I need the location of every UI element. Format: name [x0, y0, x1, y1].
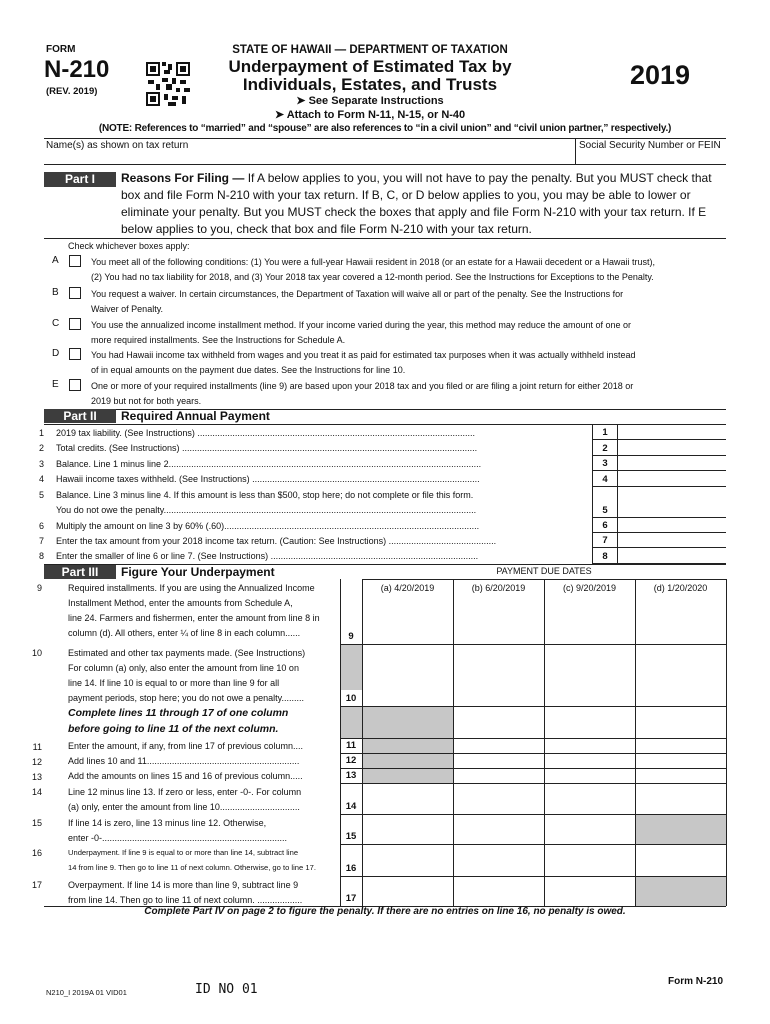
part3-line15-text-2: enter -0-.......................................................................... [68, 833, 288, 843]
part3-line16-number: 16 [31, 848, 42, 858]
attach-instructions: ➤ Attach to Form N-11, N-15, or N-40 [274, 109, 466, 121]
part2-line-4-text: Hawaii income taxes withheld. (See Instructions) ........................................................................................... [56, 474, 480, 484]
reason-d-line2: of in equal amounts on the payment due dates. See the Instructions for line 10. [91, 365, 406, 375]
column-header-d: (d) 1/20/2020 [653, 583, 708, 593]
part2-line-2-box: 2 [602, 443, 608, 454]
part3-line17-col-c-field[interactable] [545, 877, 634, 905]
part3-line10-text-3: line 14. If line 10 is equal to or more than line 9 for all [68, 678, 280, 688]
part3-line9-number: 9 [36, 583, 42, 593]
reason-c-line2: more required installments. See the Instructions for Schedule A. [91, 335, 346, 345]
complete-note-line1: Complete lines 11 through 17 of one column [68, 707, 289, 719]
part3-line15-box: 15 [345, 831, 357, 842]
reason-b-line2: Waiver of Penalty. [91, 304, 164, 314]
checkbox-letter-d: D [52, 348, 60, 359]
checkbox-b[interactable] [69, 287, 81, 299]
part2-line-5-number: 5 [38, 490, 44, 500]
part3-line17-text-1: Overpayment. If line 14 is more than line 9, subtract line 9 [68, 880, 299, 890]
part3-line9-text-1: Required installments. If you are using the Annualized Income [68, 583, 315, 593]
part3-line12-col-a-field[interactable] [363, 754, 452, 767]
checkbox-d[interactable] [69, 348, 81, 360]
part3-line13-number: 13 [31, 772, 42, 782]
part2-line-7-amount-field[interactable] [618, 533, 726, 547]
id-number: ID NO 01 [195, 982, 258, 997]
name-field[interactable] [46, 140, 571, 164]
part3-line16-text-2: 14 from line 9. Then go to line 11 of next column. Otherwise, go to line 17. [68, 863, 316, 872]
form-label: FORM [46, 44, 76, 55]
part3-line17-col-d-field[interactable] [636, 877, 725, 905]
part2-line-1-number: 1 [38, 428, 44, 438]
part2-line-3-number: 3 [38, 459, 44, 469]
form-revision: (REV. 2019) [46, 86, 98, 97]
part3-line9-col-d-field[interactable] [636, 580, 725, 643]
form-code: N210_I 2019A 01 VID01 [46, 988, 127, 997]
part3-line11-col-d-field[interactable] [636, 739, 725, 752]
part4-note: Complete Part IV on page 2 to figure the penalty. If there are no entries on line 16, no penalty is owed. [144, 906, 626, 917]
reason-a-line2: (2) You had no tax liability for 2018, and (3) Your 2018 tax year covered a 12-month period. See the Instructions for Exceptions to the Penalty. [91, 272, 654, 282]
part2-line-7-text: Enter the tax amount from your 2018 income tax return. (Caution: See Instructions) ........................................... [56, 536, 497, 546]
part2-line-3-text: Balance. Line 1 minus line 2............................................................................................................................. [56, 459, 482, 469]
part2-line-2-number: 2 [38, 443, 44, 453]
part2-line-3-box: 3 [602, 458, 608, 469]
part3-line14-col-b-field[interactable] [454, 784, 543, 813]
part3-line12-col-b-field[interactable] [454, 754, 543, 767]
part3-line14-col-c-field[interactable] [545, 784, 634, 813]
ssn-field[interactable] [579, 140, 726, 164]
part2-line-8-text: Enter the smaller of line 6 or line 7. (See Instructions) ................................................................................... [56, 551, 479, 561]
checkbox-letter-c: C [52, 318, 60, 329]
part2-line-7-box: 7 [602, 535, 608, 546]
part2-line-6-box: 6 [602, 520, 608, 531]
part3-line10-col-c-field[interactable] [545, 645, 634, 705]
part2-line-5-text: Balance. Line 3 minus line 4. If this amount is less than $500, stop here; do not complete or file this form. [56, 490, 474, 500]
part3-line11-text: Enter the amount, if any, from line 17 of previous column.... [68, 741, 303, 751]
part3-line10-col-b-field[interactable] [454, 645, 543, 705]
column-header-b: (b) 6/20/2019 [471, 583, 526, 593]
part3-line13-col-c-field[interactable] [545, 769, 634, 782]
civil-union-note: (NOTE: References to “married” and “spouse” are also references to “in a civil union” and “civil union partner,” respectively.) [98, 123, 672, 134]
column-header-a: (a) 4/20/2019 [380, 583, 435, 593]
checkbox-a[interactable] [69, 255, 81, 267]
part3-line9-col-a-field[interactable] [363, 580, 452, 643]
part3-line16-col-a-field[interactable] [363, 845, 452, 875]
part3-line9-col-b-field[interactable] [454, 580, 543, 643]
part3-tag: Part III [44, 565, 116, 579]
part3-line11-col-c-field[interactable] [545, 739, 634, 752]
part3-line10-col-a-field[interactable] [363, 645, 452, 705]
reason-d-line1: You had Hawaii income tax withheld from wages and you treat it as paid for estimated tax purposes when it was actually withheld instead [91, 350, 636, 360]
reason-a-line1: You meet all of the following conditions: (1) You were a full-year Hawaii resident in 2018 (or an estate for a Hawaii decedent or a Hawaii trust), [91, 257, 655, 267]
part3-line9-text-2: Installment Method, enter the amounts from Schedule A, [68, 598, 293, 608]
part3-line9-text-3: line 24. Farmers and fishermen, enter the amount from line 8 in [68, 613, 320, 623]
checkbox-e[interactable] [69, 379, 81, 391]
part2-line-8-box: 8 [602, 551, 608, 562]
part2-line-1-text: 2019 tax liability. (See Instructions) ............................................................................................................... [56, 428, 475, 438]
part1-intro: If A below applies to you, you will not have to pay the penalty. But you MUST check that box and file Form N-210 with your tax return. If B, C, or D below applies to you, you may be able to lower or eliminate your penalty. But you MUST check the boxes that apply and file Form N-210 with your tax return. If E below applies to you, check that box and file Form N-210 with your tax return. [121, 171, 712, 236]
part2-title: Required Annual Payment [121, 409, 270, 423]
part3-line14-box: 14 [345, 801, 357, 812]
part3-line17-number: 17 [31, 880, 42, 890]
part2-line-1-amount-field[interactable] [618, 425, 726, 439]
part3-line9-box: 9 [348, 631, 354, 642]
part2-line-2-amount-field[interactable] [618, 440, 726, 455]
part1-title: Reasons For Filing — [121, 171, 245, 185]
part2-tag: Part II [44, 409, 116, 423]
ssn-label: Social Security Number or FEIN [579, 140, 721, 151]
part3-line14-number: 14 [31, 787, 42, 797]
part2-line-6-number: 6 [38, 521, 44, 531]
complete-note-line2: before going to line 11 of the next column. [68, 723, 279, 735]
checkbox-letter-e: E [52, 379, 59, 390]
part3-line11-number: 11 [32, 742, 42, 752]
part3-line15-col-b-field[interactable] [454, 815, 543, 843]
part3-line13-box: 13 [345, 770, 357, 781]
part3-line15-number: 15 [31, 818, 42, 828]
part3-line11-col-a-field[interactable] [363, 739, 452, 752]
part3-line17-col-b-field[interactable] [454, 877, 543, 905]
part3-line10-text-1: Estimated and other tax payments made. (See Instructions) [68, 648, 306, 658]
part3-line16-col-c-field[interactable] [545, 845, 634, 875]
part3-line16-col-b-field[interactable] [454, 845, 543, 875]
part2-line-4-box: 4 [602, 474, 608, 485]
part3-line16-col-d-field[interactable] [636, 845, 725, 875]
form-title-line1: Underpayment of Estimated Tax by [228, 57, 512, 76]
checkbox-letter-a: A [52, 255, 59, 266]
part3-line9-col-c-field[interactable] [545, 580, 634, 643]
part3-line10-text-4: payment periods, stop here; you do not owe a penalty......... [68, 693, 304, 703]
part2-line-5-amount-field[interactable] [618, 487, 726, 517]
agency-name: STATE OF HAWAII — DEPARTMENT OF TAXATION [232, 44, 508, 56]
part3-line17-box: 17 [345, 893, 357, 904]
part3-line10-col-d-field[interactable] [636, 645, 725, 705]
part3-line17-col-a-field[interactable] [363, 877, 452, 905]
part3-line15-text-1: If line 14 is zero, line 13 minus line 12. Otherwise, [68, 818, 267, 828]
part3-line15-col-a-field[interactable] [363, 815, 452, 843]
part2-line-1-box: 1 [602, 427, 608, 438]
reason-b-line1: You request a waiver. In certain circumstances, the Department of Taxation will waive all or part of the penalty. See the Instructions for [91, 289, 624, 299]
part3-line15-col-d-field[interactable] [636, 815, 725, 843]
part3-line12-box: 12 [345, 755, 357, 766]
part3-line12-text: Add lines 10 and 11............................................................. [68, 756, 300, 766]
part3-line16-box: 16 [345, 863, 357, 874]
checkbox-letter-b: B [52, 287, 59, 298]
form-title-line2: Individuals, Estates, and Trusts [242, 75, 498, 94]
check-instruction: Check whichever boxes apply: [68, 241, 190, 251]
reason-e-line1: One or more of your required installments (line 9) are based upon your 2018 tax and you filed or are filing a joint return for either 2018 or [91, 381, 634, 391]
part2-line-6-text: Multiply the amount on line 3 by 60% (.60)...................................................................................................... [56, 521, 480, 531]
part1-intro-block [121, 170, 721, 238]
qr-code-icon [146, 62, 190, 106]
part3-title: Figure Your Underpayment [121, 565, 275, 579]
part2-line-5-text2: You do not owe the penalty............................................................................................................................. [56, 505, 477, 515]
part2-line-8-number: 8 [38, 551, 44, 561]
part3-line11-box: 11 [345, 740, 357, 751]
part3-line17-text-2: from line 14. Then go to line 11 of next column. .................. [68, 895, 303, 905]
reason-c-line1: You use the annualized income installment method. If your income varied during the year, this method may reduce the amount of one or [91, 320, 631, 330]
part2-line-3-amount-field[interactable] [618, 456, 726, 470]
part3-line12-col-c-field[interactable] [545, 754, 634, 767]
part1-tag: Part I [44, 172, 116, 187]
part3-line15-col-c-field[interactable] [545, 815, 634, 843]
part3-line13-col-d-field[interactable] [636, 769, 725, 782]
part3-line12-col-d-field[interactable] [636, 754, 725, 767]
part3-line10-number: 10 [31, 648, 42, 658]
part3-line14-text-2: (a) only, enter the amount from line 10................................ [68, 802, 300, 812]
name-label: Name(s) as shown on tax return [46, 140, 189, 151]
part2-line-8-amount-field[interactable] [618, 548, 726, 563]
part3-line11-col-b-field[interactable] [454, 739, 543, 752]
part2-line-6-amount-field[interactable] [618, 518, 726, 532]
tax-year: 2019 [630, 60, 691, 90]
part2-line-2-text: Total credits. (See Instructions) ...................................................................................................................... [56, 443, 478, 453]
part3-line13-col-a-field[interactable] [363, 769, 452, 782]
part3-line14-text-1: Line 12 minus line 13. If zero or less, enter -0-. For column [68, 787, 302, 797]
form-number: N-210 [44, 56, 110, 83]
part3-line13-text: Add the amounts on lines 15 and 16 of previous column..... [68, 771, 303, 781]
part2-line-7-number: 7 [38, 536, 44, 546]
form-footer-label: Form N-210 [668, 976, 724, 987]
payment-due-dates-label: PAYMENT DUE DATES [496, 566, 592, 576]
part3-line9-text-4: column (d). All others, enter ¼ of line 8 in each column...... [68, 628, 301, 638]
part3-line10-box: 10 [345, 693, 357, 704]
part2-line-5-box: 5 [602, 505, 608, 516]
part2-line-4-number: 4 [38, 474, 44, 484]
column-header-c: (c) 9/20/2019 [562, 583, 617, 593]
part3-line13-col-b-field[interactable] [454, 769, 543, 782]
part3-line16-text-1: Underpayment. If line 9 is equal to or more than line 14, subtract line [68, 848, 299, 857]
part3-line14-col-d-field[interactable] [636, 784, 725, 813]
see-instructions: ➤ See Separate Instructions [296, 95, 444, 107]
part3-line10-text-2: For column (a) only, also enter the amount from line 10 on [68, 663, 299, 673]
part3-line12-number: 12 [31, 757, 42, 767]
checkbox-c[interactable] [69, 318, 81, 330]
reason-e-line2: 2019 but not for both years. [91, 396, 202, 406]
part2-line-4-amount-field[interactable] [618, 471, 726, 486]
part3-line14-col-a-field[interactable] [363, 784, 452, 813]
